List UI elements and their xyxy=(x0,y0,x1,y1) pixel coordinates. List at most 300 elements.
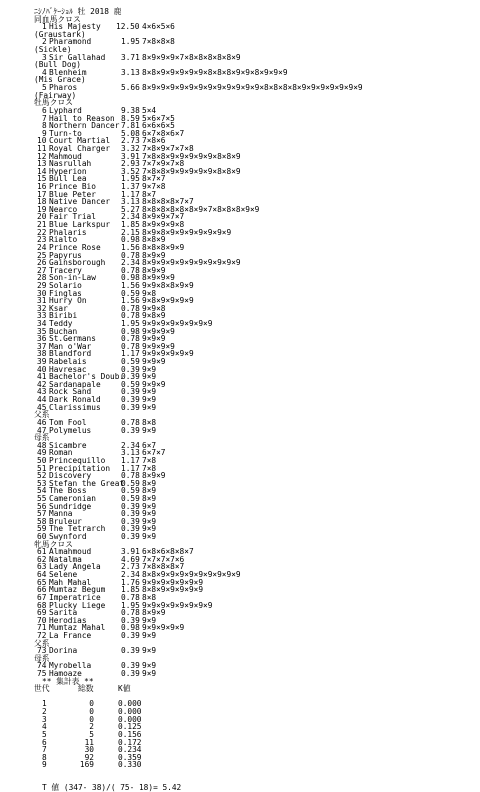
blood-value: 0.39 xyxy=(121,524,140,534)
row-number: 23 xyxy=(37,235,47,245)
cross-pattern: 7×8×9×7×7×8 xyxy=(142,143,194,153)
blood-value: 3.13 xyxy=(121,448,140,458)
blood-value: 2.93 xyxy=(121,159,140,169)
blood-value: 1.56 xyxy=(121,280,140,290)
blood-value: 3.91 xyxy=(121,547,140,557)
blood-value: 12.50 xyxy=(116,22,140,32)
blood-value: 0.39 xyxy=(121,364,140,374)
row-number: 51 xyxy=(37,463,47,473)
ancestor-name: Lyphard xyxy=(49,105,82,115)
ancestor-name: Blenheim xyxy=(49,67,87,77)
k-value: 0.125 xyxy=(118,722,142,732)
ancestor-name: Manna xyxy=(49,509,73,519)
row-number: 8 xyxy=(42,121,47,131)
ancestor-name: Court Martial xyxy=(49,136,111,146)
k-value: 0.172 xyxy=(118,737,142,747)
cross-pattern: 8×8 xyxy=(142,417,157,427)
k-value: 0.156 xyxy=(118,729,142,739)
generation: 4 xyxy=(42,722,47,732)
section-header-text: 父系 xyxy=(34,638,50,648)
cross-row xyxy=(0,442,480,450)
row-number: 3 xyxy=(42,52,47,62)
cross-pattern: 9×9×9×9×9×9 xyxy=(142,349,194,359)
blood-value: 1.37 xyxy=(121,182,140,192)
row-number: 4 xyxy=(42,67,47,77)
blood-value: 1.95 xyxy=(121,37,140,47)
row-number: 19 xyxy=(37,204,47,214)
section-header-text: 母系 xyxy=(34,433,50,443)
blood-value: 1.76 xyxy=(121,577,140,587)
blood-value: 0.78 xyxy=(121,311,140,321)
cross-pattern: 8×9 xyxy=(142,478,157,488)
blood-value: 3.32 xyxy=(121,143,140,153)
cross-pattern: 8×9 xyxy=(142,486,157,496)
row-number: 15 xyxy=(37,174,47,184)
row-number: 7 xyxy=(42,113,47,123)
cross-pattern: 7×8 xyxy=(142,455,157,465)
ancestor-name: Sicambre xyxy=(49,440,87,450)
summary-row xyxy=(0,761,480,769)
row-number: 40 xyxy=(37,364,47,374)
ancestor-name: Bruleur xyxy=(49,516,82,526)
ancestor-name: Bachelor's Doub. xyxy=(49,372,125,382)
ancestor-name: Mumtaz Begum xyxy=(49,585,106,595)
row-number: 50 xyxy=(37,455,47,465)
cross-pattern: 8×8×8×9×9 xyxy=(142,242,185,252)
blood-value: 1.95 xyxy=(121,600,140,610)
ancestor-name: Solario xyxy=(49,280,82,290)
ancestor-name: Plucky Liege xyxy=(49,600,106,610)
ancestor-name: Bull Lea xyxy=(49,174,87,184)
blood-value: 1.85 xyxy=(121,220,140,230)
blood-value: 0.98 xyxy=(121,273,140,283)
ancestor-name: Biribi xyxy=(49,311,78,321)
cross-row xyxy=(0,427,480,435)
blood-value: 7.81 xyxy=(121,121,140,131)
total: 0 xyxy=(89,714,94,724)
blood-value: 0.78 xyxy=(121,608,140,618)
cross-pattern: 8×9×9×9×8 xyxy=(142,220,185,230)
ancestor-name: Stefan the Great xyxy=(49,478,125,488)
blood-value: 5.27 xyxy=(121,204,140,214)
blood-value: 5.08 xyxy=(121,128,140,138)
blood-value: 0.39 xyxy=(121,661,140,671)
ancestor-name: Prince Bio xyxy=(49,182,96,192)
cross-pattern: 9×9 xyxy=(142,516,157,526)
ancestor-name: St.Germans xyxy=(49,334,96,344)
row-number: 31 xyxy=(37,296,47,306)
ancestor-name: Lady Angela xyxy=(49,562,101,572)
cross-pattern: 9×9 xyxy=(142,669,157,679)
row-number: 34 xyxy=(37,318,47,328)
ancestor-name: Sundridge xyxy=(49,501,92,511)
ancestor-name: Teddy xyxy=(49,318,73,328)
cross-pattern: 8×9 xyxy=(142,494,157,503)
cross-pattern: 9×9 xyxy=(142,402,157,412)
blood-value: 1.17 xyxy=(121,189,140,199)
ancestor-name: Rialto xyxy=(49,235,78,245)
cross-pattern: 9×8×9 xyxy=(142,311,166,321)
blood-value: 2.34 xyxy=(121,570,140,580)
ancestor-name: Tracery xyxy=(49,265,82,275)
total: 11 xyxy=(84,737,94,747)
cross-pattern: 7×8×8×8 xyxy=(142,37,175,47)
row-number: 11 xyxy=(37,143,47,153)
generation: 7 xyxy=(42,745,47,755)
ancestor-name: Fair Trial xyxy=(49,212,96,222)
ancestor-name: Precipitation xyxy=(49,463,111,473)
cross-pattern: 9×9 xyxy=(142,425,157,435)
blood-value: 0.78 xyxy=(121,417,140,427)
k-value: 0.000 xyxy=(118,714,142,724)
document-title: ﾆｼﾉﾊﾞｹｰｼｮﾙ 牡 2018 鹿 xyxy=(34,7,122,16)
cross-pattern: 6×6×6×5 xyxy=(142,121,175,131)
ancestor-name: Pharamond xyxy=(49,37,92,47)
blank-line xyxy=(0,693,480,701)
ancestor-name: Turn-to xyxy=(49,128,82,138)
blood-value: 0.78 xyxy=(121,250,140,260)
blood-value: 2.34 xyxy=(121,258,140,268)
row-number: 41 xyxy=(37,372,47,382)
ancestor-name: Hamoaze xyxy=(49,669,82,679)
generation: 2 xyxy=(42,707,47,717)
row-number: 54 xyxy=(37,486,47,496)
blood-value: 3.13 xyxy=(121,67,140,77)
blood-value: 3.91 xyxy=(121,151,140,161)
blood-value: 0.39 xyxy=(121,425,140,435)
cross-pattern: 9×7×8 xyxy=(142,182,166,192)
ancestor-name: Sardanapale xyxy=(49,379,101,389)
blood-value: 0.39 xyxy=(121,372,140,382)
row-number: 46 xyxy=(37,417,47,427)
blood-value: 3.71 xyxy=(121,52,140,62)
row-number: 33 xyxy=(37,311,47,321)
blood-value: 0.39 xyxy=(121,630,140,640)
ancestor-name: Nearco xyxy=(49,204,78,214)
row-number: 5 xyxy=(42,83,47,93)
ancestor-name: Discovery xyxy=(49,471,92,481)
ancestor-name: Princequillo xyxy=(49,455,106,465)
summary-row xyxy=(0,723,480,731)
cross-pattern: 8×9×8×9×9×9×9×9×9×9 xyxy=(142,227,232,237)
section-header-text: 牝馬クロス xyxy=(34,539,73,549)
blood-value: 9.38 xyxy=(121,105,140,115)
ancestor-name: Rabelais xyxy=(49,357,87,367)
summary-row xyxy=(0,731,480,739)
row-number: 36 xyxy=(37,334,47,344)
ancestor-name: Pharos xyxy=(49,83,78,93)
blood-value: 1.56 xyxy=(121,242,140,252)
k-value: 0.000 xyxy=(118,707,142,717)
blood-value: 0.78 xyxy=(121,471,140,481)
cross-pattern: 6×8×6×8×8×7 xyxy=(142,547,194,557)
ancestor-name: Sarita xyxy=(49,608,78,618)
summary-row xyxy=(0,739,480,747)
ancestor-name: Native Dancer xyxy=(49,197,111,207)
row-number: 21 xyxy=(37,220,47,230)
ancestor-name: Blue Peter xyxy=(49,189,96,199)
summary-row xyxy=(0,700,480,708)
cross-pattern: 9×9×8×8×9×9 xyxy=(142,280,194,290)
row-number: 49 xyxy=(37,448,47,458)
summary-header-line xyxy=(0,685,480,693)
total: 92 xyxy=(84,752,94,762)
cross-pattern: 9×9×9×9 xyxy=(142,341,175,351)
generation: 3 xyxy=(42,714,47,724)
row-number: 48 xyxy=(37,440,47,450)
ancestor-sire: (Graustark) xyxy=(34,29,86,39)
ancestor-name: Blandford xyxy=(49,349,92,359)
cross-pattern: 7×8 xyxy=(142,463,157,473)
blank-line xyxy=(0,777,480,785)
ancestor-name: Clarissimus xyxy=(49,402,101,412)
blood-value: 0.78 xyxy=(121,334,140,344)
cross-pattern: 8×9×9 xyxy=(142,265,166,275)
cross-pattern: 9×9 xyxy=(142,524,157,534)
row-number: 68 xyxy=(37,600,47,610)
section-header-text: 同血馬クロス xyxy=(34,14,81,24)
t-value-line xyxy=(0,784,480,792)
cross-pattern: 8×9×9 xyxy=(142,471,166,481)
ancestor-sire: (Fairway) xyxy=(34,90,77,100)
row-number: 17 xyxy=(37,189,47,199)
row-number: 9 xyxy=(42,128,47,138)
row-number: 16 xyxy=(37,182,47,192)
total: 0 xyxy=(89,699,94,709)
ancestor-name: Tom Fool xyxy=(49,417,87,427)
ancestor-name: Man o'War xyxy=(49,341,92,351)
row-number: 62 xyxy=(37,554,47,564)
cross-pattern: 9×9 xyxy=(142,532,157,542)
cross-pattern: 9×9×9 xyxy=(142,379,166,389)
total: 5 xyxy=(89,729,94,739)
row-number: 20 xyxy=(37,212,47,222)
blank-line xyxy=(0,769,480,777)
blood-value: 0.59 xyxy=(121,486,140,496)
k-value: 0.000 xyxy=(118,699,142,709)
blood-value: 0.78 xyxy=(121,341,140,351)
row-number: 42 xyxy=(37,379,47,389)
row-number: 56 xyxy=(37,501,47,511)
ancestor-name: Havresac xyxy=(49,364,87,374)
row-number: 59 xyxy=(37,524,47,534)
blood-value: 1.95 xyxy=(121,318,140,328)
cross-row xyxy=(0,297,480,305)
row-number: 13 xyxy=(37,159,47,169)
ancestor-name: Rock Sand xyxy=(49,387,92,397)
blood-value: 5.66 xyxy=(121,83,140,93)
cross-pattern: 7×7×9×7×8 xyxy=(142,159,185,169)
blood-value: 0.98 xyxy=(121,235,140,245)
cross-pattern: 5×6×7×5 xyxy=(142,113,175,123)
ancestor-name: Polymelus xyxy=(49,425,92,435)
blood-value: 2.34 xyxy=(121,440,140,450)
cross-pattern: 8×9×9×9×9×9×9×9×9×9×9×9×9×8×8×8×8×9×9×9×9×9×9×9 xyxy=(142,83,363,93)
ancestor-sire: (Sickle) xyxy=(34,45,72,55)
cross-pattern: 6×7×7 xyxy=(142,448,166,458)
blood-value: 1.85 xyxy=(121,585,140,595)
blood-value: 0.98 xyxy=(121,326,140,336)
cross-pattern: 8×8×9×9×9×9×9 xyxy=(142,585,204,595)
row-number: 73 xyxy=(37,646,47,656)
cross-row xyxy=(0,312,480,320)
blood-value: 0.39 xyxy=(121,516,140,526)
cross-pattern: 9×9×9 xyxy=(142,334,166,344)
cross-pattern: 7×7×7×7×6 xyxy=(142,554,185,564)
t-value: T 値 (347- 38)/( 75- 18)= 5.42 xyxy=(42,783,182,792)
row-number: 64 xyxy=(37,570,47,580)
row-number: 24 xyxy=(37,242,47,252)
cross-pattern: 8×9×9 xyxy=(142,250,166,260)
ancestor-name: Cameronian xyxy=(49,494,96,503)
row-number: 66 xyxy=(37,585,47,595)
blood-value: 2.73 xyxy=(121,562,140,572)
ancestor-name: His Majesty xyxy=(49,22,101,32)
ancestor-name: Imperatrice xyxy=(49,592,101,602)
blood-value: 2.15 xyxy=(121,227,140,237)
blood-value: 0.39 xyxy=(121,402,140,412)
row-number: 37 xyxy=(37,341,47,351)
cross-pattern: 9×9 xyxy=(142,387,157,397)
ancestor-name: Dorina xyxy=(49,646,78,656)
ancestor-name: Mahmoud xyxy=(49,151,82,161)
total: 0 xyxy=(89,707,94,717)
cross-pattern: 9×9 xyxy=(142,395,157,405)
blood-value: 0.39 xyxy=(121,669,140,679)
ancestor-name: Hyperion xyxy=(49,166,87,176)
row-number: 61 xyxy=(37,547,47,557)
cross-pattern: 8×8 xyxy=(142,592,157,602)
row-number: 52 xyxy=(37,471,47,481)
blood-value: 0.39 xyxy=(121,501,140,511)
generation: 5 xyxy=(42,729,47,739)
cross-pattern: 6×7 xyxy=(142,440,157,450)
summary-row xyxy=(0,754,480,762)
row-number: 2 xyxy=(42,37,47,47)
cross-pattern: 8×9×9×7×7 xyxy=(142,212,185,222)
cross-pattern: 9×8×9×9×9×9 xyxy=(142,296,194,306)
summary-header-2: K値 xyxy=(118,684,131,694)
blood-value: 0.59 xyxy=(121,288,140,298)
ancestor-name: Roman xyxy=(49,448,73,458)
cross-pattern: 8×8×8×8×7×7 xyxy=(142,197,194,207)
summary-title-line xyxy=(0,678,480,686)
cross-row xyxy=(0,647,480,655)
ancestor-sire: (Mis Grace) xyxy=(34,75,86,85)
row-number: 67 xyxy=(37,592,47,602)
ancestor-name: Mumtaz Mahal xyxy=(49,623,106,633)
blood-value: 0.59 xyxy=(121,478,140,488)
generation: 6 xyxy=(42,737,47,747)
cross-row xyxy=(0,38,480,46)
ancestor-sire: (Bull Dog) xyxy=(34,60,81,70)
cross-pattern: 8×8×9 xyxy=(142,235,166,245)
ancestor-name: Royal Charger xyxy=(49,143,111,153)
cross-row xyxy=(0,404,480,412)
row-number: 28 xyxy=(37,273,47,283)
total: 2 xyxy=(89,722,94,732)
cross-row xyxy=(0,632,480,640)
blood-value: 2.34 xyxy=(121,212,140,222)
cross-pattern: 7×8×8×9×9×9×9×9×8×8×9 xyxy=(142,151,241,161)
ancestor-name: Mah Mahal xyxy=(49,577,92,587)
row-number: 44 xyxy=(37,395,47,405)
blood-value: 0.78 xyxy=(121,592,140,602)
generation: 9 xyxy=(42,760,47,770)
blood-value: 0.39 xyxy=(121,532,140,542)
cross-pattern: 9×9×9×9×9×9×9 xyxy=(142,577,204,587)
blood-value: 4.69 xyxy=(121,554,140,564)
blood-value: 2.73 xyxy=(121,136,140,146)
cross-pattern: 9×9 xyxy=(142,364,157,374)
cross-pattern: 7×8×8×9×9×9×9×9×8×8×9 xyxy=(142,166,241,176)
cross-pattern: 9×9 xyxy=(142,630,157,640)
cross-pattern: 9×9 xyxy=(142,646,157,656)
cross-pattern: 9×9×9 xyxy=(142,357,166,367)
blood-value: 0.78 xyxy=(121,303,140,313)
cross-pattern: 9×9×9×9×9×9×9×9 xyxy=(142,318,213,328)
ancestor-name: The Tetrarch xyxy=(49,524,106,534)
generation: 8 xyxy=(42,752,47,762)
row-number: 30 xyxy=(37,288,47,298)
section-header-text: 母系 xyxy=(34,653,50,663)
cross-pattern: 9×9 xyxy=(142,509,157,519)
cross-pattern: 9×9×9×9×9×9×9×9 xyxy=(142,600,213,610)
cross-pattern: 9×9 xyxy=(142,615,157,625)
row-number: 26 xyxy=(37,258,47,268)
cross-pattern: 8×7×7 xyxy=(142,174,166,184)
blood-value: 1.95 xyxy=(121,174,140,184)
cross-pattern: 5×4 xyxy=(142,105,157,115)
cross-pattern: 9×9 xyxy=(142,661,157,671)
row-number: 58 xyxy=(37,516,47,526)
summary-header-1: 総数 xyxy=(78,684,94,694)
row-number: 38 xyxy=(37,349,47,359)
cross-pattern: 9×9×8 xyxy=(142,303,166,313)
row-number: 71 xyxy=(37,623,47,633)
cross-pattern: 8×9×9×9 xyxy=(142,273,175,283)
total: 169 xyxy=(79,760,94,770)
row-number: 18 xyxy=(37,197,47,207)
ancestor-name: Nasrullah xyxy=(49,159,92,169)
section-header-text: 父系 xyxy=(34,410,50,420)
k-value: 0.359 xyxy=(118,752,142,762)
row-number: 10 xyxy=(37,136,47,146)
blood-value: 3.52 xyxy=(121,166,140,176)
blood-value: 0.78 xyxy=(121,265,140,275)
ancestor-name: La France xyxy=(49,630,92,640)
blood-value: 1.17 xyxy=(121,349,140,359)
blood-value: 0.39 xyxy=(121,646,140,656)
cross-pattern: 8×9×9×9×7×8×8×8×8×8×9 xyxy=(142,52,241,62)
blood-value: 0.39 xyxy=(121,509,140,519)
cross-pattern: 9×9 xyxy=(142,372,157,382)
row-number: 32 xyxy=(37,303,47,313)
ancestor-name: Selene xyxy=(49,570,78,580)
ancestor-name: Phalaris xyxy=(49,227,87,237)
summary-row xyxy=(0,708,480,716)
ancestor-name: Blue Larkspur xyxy=(49,220,111,230)
cross-pattern: 8×9×9×9×9×9×9×9×9×9×9 xyxy=(142,258,241,268)
row-number: 74 xyxy=(37,661,47,671)
cross-pattern: 8×8×8×8×8×8×9×7×8×8×8×9×9 xyxy=(142,204,260,214)
cross-pattern: 7×8×8×8×7 xyxy=(142,562,185,572)
cross-pattern: 4×6×5×6 xyxy=(142,22,175,32)
blood-value: 1.17 xyxy=(121,455,140,465)
cross-pattern: 9×9 xyxy=(142,501,157,511)
generation: 1 xyxy=(42,699,47,709)
cross-pattern: 6×7×8×6×7 xyxy=(142,128,185,138)
